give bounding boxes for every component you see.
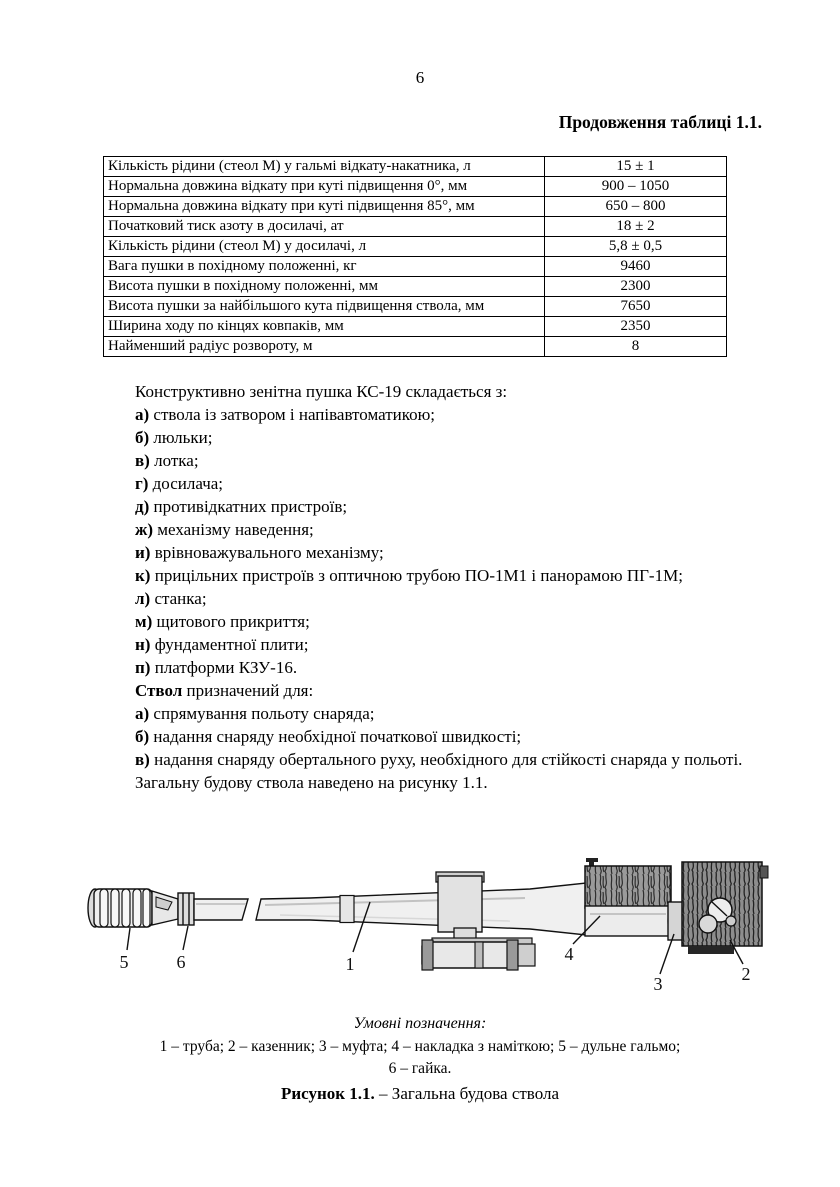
list-marker: п) (135, 658, 151, 677)
list-text: платформи КЗУ-16. (150, 658, 298, 677)
spec-value: 5,8 ± 0,5 (545, 237, 727, 257)
intro-paragraph: Конструктивно зенітна пушка КС-19 складається з: (135, 382, 508, 401)
figure-legend (0, 1012, 840, 1106)
legend-title: Умовні позначення: (353, 1015, 487, 1032)
list-marker: в) (135, 451, 150, 470)
list-item (103, 564, 762, 587)
list-item (103, 587, 762, 610)
spec-label: Нормальна довжина відкату при куті підвищення 0°, мм (104, 177, 545, 197)
list-text: механізму наведення; (153, 520, 314, 539)
spec-value: 18 ± 2 (545, 217, 727, 237)
table-row (104, 337, 727, 357)
list-marker: г) (135, 474, 149, 493)
spec-value: 2300 (545, 277, 727, 297)
cover-plate-drawing (585, 858, 678, 936)
list-marker: л) (135, 589, 151, 608)
list-item (103, 541, 762, 564)
table-row (104, 177, 727, 197)
spec-label: Вага пушки в похідному положенні, кг (104, 257, 545, 277)
table-row (104, 297, 727, 317)
list-item (103, 449, 762, 472)
spec-label: Початковий тиск азоту в досилачі, ат (104, 217, 545, 237)
stvol-lead-paragraph (103, 679, 762, 702)
figure-1-1 (70, 858, 770, 1000)
list-text: станка; (150, 589, 207, 608)
list-text: досилача; (148, 474, 224, 493)
stvol-rest: призначений для: (182, 681, 314, 700)
figure-callout-3: 3 (653, 974, 663, 994)
spec-value: 15 ± 1 (545, 157, 727, 177)
list-item (103, 426, 762, 449)
list-marker: б) (135, 727, 150, 746)
list-text: прицільних пристроїв з оптичною трубою ПО-1М1 і панорамою ПГ-1М; (150, 566, 683, 585)
list-marker: м) (135, 612, 153, 631)
table-row (104, 157, 727, 177)
figure-caption-number: Рисунок 1.1. (280, 1084, 375, 1103)
list-marker: н) (135, 635, 151, 654)
list-marker: в) (135, 750, 150, 769)
spec-value: 8 (545, 337, 727, 357)
list-item (103, 725, 762, 748)
spec-table-body (104, 157, 727, 357)
list-text: надання снаряду необхідної початкової швидкості; (149, 727, 522, 746)
table-row (104, 317, 727, 337)
purposes-list (103, 702, 762, 771)
list-marker: к) (135, 566, 151, 585)
spec-label: Найменший радіус розвороту, м (104, 337, 545, 357)
list-marker: а) (135, 704, 150, 723)
legend-line-1: 1 – труба; 2 – казенник; 3 – муфта; 4 – накладка з наміткою; 5 – дульне гальмо; (159, 1038, 681, 1055)
spec-value: 9460 (545, 257, 727, 277)
list-text: фундаментної плити; (150, 635, 309, 654)
closing-paragraph: Загальну будову ствола наведено на рисунку 1.1. (135, 773, 488, 792)
table-continuation-title: Продовження таблиці 1.1. (558, 112, 762, 132)
spec-label: Висота пушки за найбільшого кута підвищення ствола, мм (104, 297, 545, 317)
spec-label: Нормальна довжина відкату при куті підвищення 85°, мм (104, 197, 545, 217)
legend-line-2: 6 – гайка. (388, 1060, 452, 1077)
list-item (103, 633, 762, 656)
table-row (104, 277, 727, 297)
figure-callout-1: 1 (345, 954, 355, 974)
list-item (103, 702, 762, 725)
figure-callout-6: 6 (176, 952, 186, 972)
nut-drawing (178, 893, 194, 925)
spec-label: Ширина ходу по кінцях ковпаків, мм (104, 317, 545, 337)
list-text: противідкатних пристроїв; (149, 497, 348, 516)
list-marker: д) (135, 497, 150, 516)
barrel-tube-drawing (194, 883, 586, 935)
page-number: 6 (415, 68, 425, 87)
spec-value: 900 – 1050 (545, 177, 727, 197)
spec-label: Кількість рідини (стеол М) у гальмі відкату-накатника, л (104, 157, 545, 177)
list-text: лотка; (149, 451, 199, 470)
figure-callout-2: 2 (741, 964, 751, 984)
components-list (103, 403, 762, 679)
list-item (103, 518, 762, 541)
list-text: люльки; (149, 428, 213, 447)
list-item (103, 403, 762, 426)
list-marker: б) (135, 428, 150, 447)
list-text: щитового прикриття; (152, 612, 310, 631)
spec-table (103, 156, 727, 357)
list-item (103, 610, 762, 633)
spec-label: Висота пушки в похідному положенні, мм (104, 277, 545, 297)
spec-value: 2350 (545, 317, 727, 337)
table-row (104, 257, 727, 277)
spec-value: 7650 (545, 297, 727, 317)
figure-callout-4: 4 (564, 944, 574, 964)
muzzle-brake-drawing (88, 889, 178, 927)
figure-caption (0, 1082, 840, 1106)
list-text: надання снаряду обертального руху, необхідного для стійкості снаряда у польоті. (149, 750, 743, 769)
list-text: ствола із затвором і напівавтоматикою; (149, 405, 436, 424)
figure-caption-text: – Загальна будова ствола (374, 1084, 560, 1103)
list-item (103, 472, 762, 495)
list-text: врівноважувального механізму; (150, 543, 384, 562)
stvol-bold: Ствол (135, 681, 183, 700)
list-marker: а) (135, 405, 150, 424)
table-row (104, 197, 727, 217)
list-item (103, 495, 762, 518)
body-text (103, 380, 762, 794)
spec-label: Кількість рідини (стеол М) у досилачі, л (104, 237, 545, 257)
list-marker: и) (135, 543, 151, 562)
list-item (103, 748, 762, 771)
figure-callout-5: 5 (119, 952, 129, 972)
breech-drawing (682, 862, 768, 954)
table-row (104, 237, 727, 257)
list-text: спрямування польоту снаряда; (149, 704, 375, 723)
spec-value: 650 – 800 (545, 197, 727, 217)
list-marker: ж) (135, 520, 153, 539)
barrel-drawing (70, 858, 770, 1000)
table-row (104, 217, 727, 237)
list-item (103, 656, 762, 679)
